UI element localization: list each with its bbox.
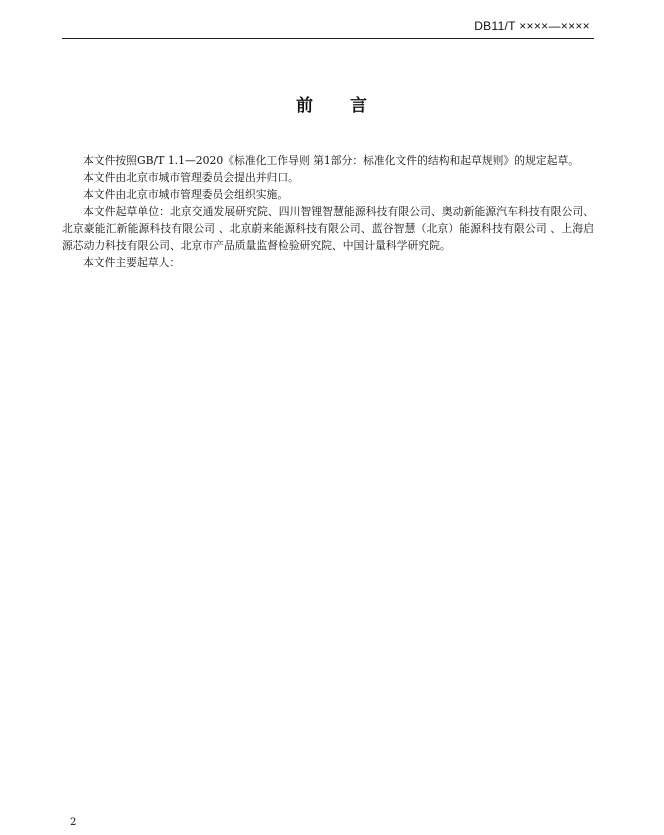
paragraph-implementer: 本文件由北京市城市管理委员会组织实施。 xyxy=(83,188,289,201)
foreword-body xyxy=(62,152,594,271)
page-title xyxy=(0,91,664,116)
paragraph-proposer: 本文件由北京市城市管理委员会提出并归口。 xyxy=(83,171,299,184)
page-number: 2 xyxy=(70,817,77,828)
paragraph-drafting-basis: 本文件按照GB/T 1.1—2020《标准化工作导则 第1部分：标准化文件的结构和起草规则》的规定起草。 xyxy=(83,154,580,167)
standard-code: DB11/T ××××—×××× xyxy=(474,19,590,33)
title-char-1: 前 xyxy=(296,96,314,116)
paragraph-drafters: 本文件主要起草人： xyxy=(83,256,181,269)
paragraph-drafting-units: 本文件起草单位：北京交通发展研究院、四川智锂智慧能源科技有限公司、奥动新能源汽车科技有限公司、北京豪能汇新能源科技有限公司 、北京蔚来能源科技有限公司、蓝谷智慧（北京）能源科技有限公司 、上海启源芯动力科技有限公司、北京市产品质量监督检验研究院、中国计量科学研究院。 xyxy=(62,205,594,252)
header-divider xyxy=(62,38,594,39)
title-char-2: 言 xyxy=(350,96,368,116)
